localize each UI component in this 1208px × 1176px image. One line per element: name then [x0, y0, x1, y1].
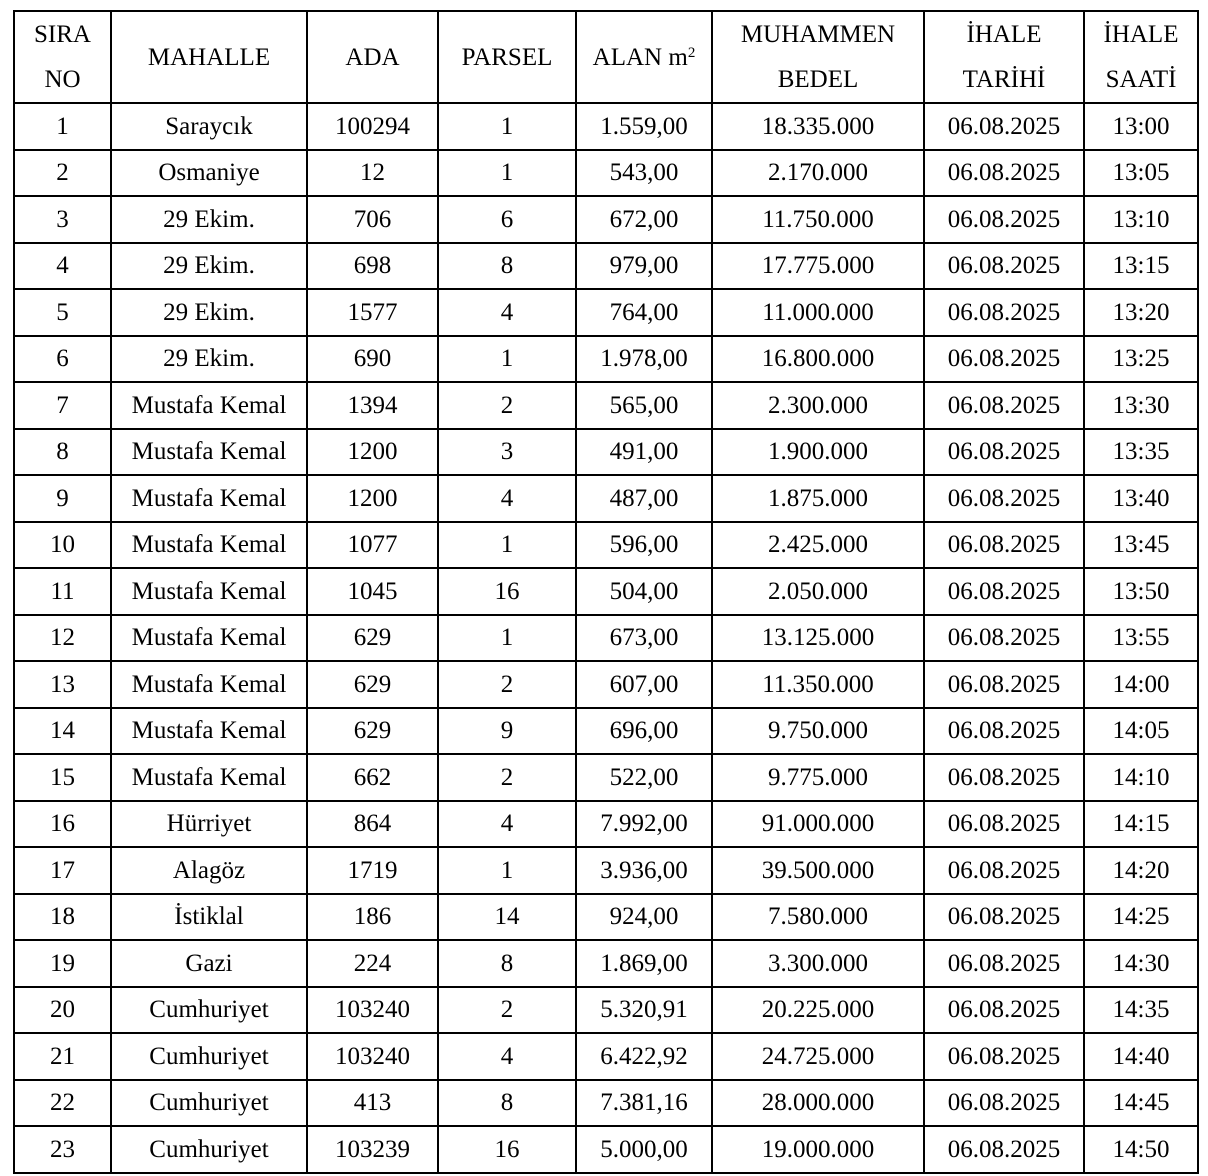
cell-muhammen-bedel: 39.500.000 — [712, 847, 924, 894]
cell-alan: 3.936,00 — [576, 847, 712, 894]
cell-alan: 1.869,00 — [576, 940, 712, 987]
cell-alan: 696,00 — [576, 708, 712, 755]
cell-alan: 924,00 — [576, 894, 712, 941]
cell-alan: 979,00 — [576, 243, 712, 290]
cell-parsel: 6 — [438, 196, 576, 243]
cell-mahalle: 29 Ekim. — [111, 289, 307, 336]
table-row — [14, 708, 1198, 755]
cell-ada: 864 — [307, 801, 438, 848]
cell-alan: 522,00 — [576, 754, 712, 801]
cell-muhammen-bedel: 11.750.000 — [712, 196, 924, 243]
cell-ihale-tarihi: 06.08.2025 — [924, 615, 1084, 662]
cell-mahalle: Hürriyet — [111, 801, 307, 848]
cell-ada: 1077 — [307, 522, 438, 569]
table-body — [14, 103, 1198, 1173]
cell-ihale-tarihi: 06.08.2025 — [924, 1126, 1084, 1173]
cell-ihale-saati: 14:40 — [1084, 1033, 1198, 1080]
table-row — [14, 1033, 1198, 1080]
cell-parsel: 2 — [438, 382, 576, 429]
cell-parsel: 8 — [438, 243, 576, 290]
cell-sira-no: 2 — [14, 150, 111, 197]
cell-parsel: 1 — [438, 522, 576, 569]
cell-muhammen-bedel: 18.335.000 — [712, 103, 924, 150]
cell-sira-no: 20 — [14, 987, 111, 1034]
cell-sira-no: 14 — [14, 708, 111, 755]
cell-sira-no: 5 — [14, 289, 111, 336]
cell-ihale-saati: 13:05 — [1084, 150, 1198, 197]
cell-sira-no: 9 — [14, 475, 111, 522]
cell-parsel: 4 — [438, 1033, 576, 1080]
cell-alan: 5.320,91 — [576, 987, 712, 1034]
cell-ada: 1719 — [307, 847, 438, 894]
cell-ihale-tarihi: 06.08.2025 — [924, 382, 1084, 429]
cell-muhammen-bedel: 24.725.000 — [712, 1033, 924, 1080]
cell-ihale-saati: 14:35 — [1084, 987, 1198, 1034]
cell-muhammen-bedel: 9.750.000 — [712, 708, 924, 755]
cell-sira-no: 1 — [14, 103, 111, 150]
header-sira-no — [14, 11, 111, 103]
cell-ihale-saati: 14:10 — [1084, 754, 1198, 801]
cell-mahalle: Mustafa Kemal — [111, 382, 307, 429]
header-saat-line2: SAATİ — [1105, 66, 1177, 93]
cell-ihale-saati: 14:05 — [1084, 708, 1198, 755]
cell-ihale-tarihi: 06.08.2025 — [924, 196, 1084, 243]
table-row — [14, 289, 1198, 336]
cell-mahalle: Gazi — [111, 940, 307, 987]
cell-parsel: 1 — [438, 615, 576, 662]
header-row — [14, 11, 1198, 103]
cell-ihale-tarihi: 06.08.2025 — [924, 940, 1084, 987]
table-row — [14, 150, 1198, 197]
cell-alan: 7.381,16 — [576, 1080, 712, 1127]
cell-ihale-tarihi: 06.08.2025 — [924, 289, 1084, 336]
cell-alan: 673,00 — [576, 615, 712, 662]
cell-sira-no: 19 — [14, 940, 111, 987]
header-ihale-tarihi — [924, 11, 1084, 103]
cell-ihale-tarihi: 06.08.2025 — [924, 568, 1084, 615]
table-row — [14, 429, 1198, 476]
table-row — [14, 894, 1198, 941]
table-row — [14, 568, 1198, 615]
header-alan-superscript: 2 — [687, 44, 696, 61]
cell-mahalle: Cumhuriyet — [111, 1033, 307, 1080]
cell-alan: 487,00 — [576, 475, 712, 522]
cell-mahalle: 29 Ekim. — [111, 336, 307, 383]
cell-ihale-tarihi: 06.08.2025 — [924, 336, 1084, 383]
cell-muhammen-bedel: 2.425.000 — [712, 522, 924, 569]
cell-ihale-tarihi: 06.08.2025 — [924, 150, 1084, 197]
cell-sira-no: 17 — [14, 847, 111, 894]
cell-parsel: 2 — [438, 987, 576, 1034]
cell-alan: 6.422,92 — [576, 1033, 712, 1080]
header-parsel: PARSEL — [438, 11, 576, 103]
cell-ada: 1200 — [307, 429, 438, 476]
cell-ada: 662 — [307, 754, 438, 801]
cell-muhammen-bedel: 2.300.000 — [712, 382, 924, 429]
header-ihale-saati — [1084, 11, 1198, 103]
cell-alan: 504,00 — [576, 568, 712, 615]
header-tarih-line1: İHALE — [966, 21, 1042, 48]
cell-muhammen-bedel: 91.000.000 — [712, 801, 924, 848]
cell-ihale-tarihi: 06.08.2025 — [924, 708, 1084, 755]
table-row — [14, 103, 1198, 150]
cell-parsel: 4 — [438, 289, 576, 336]
cell-ihale-saati: 13:35 — [1084, 429, 1198, 476]
cell-parsel: 1 — [438, 336, 576, 383]
cell-mahalle: 29 Ekim. — [111, 196, 307, 243]
cell-ihale-saati: 13:45 — [1084, 522, 1198, 569]
cell-ada: 1200 — [307, 475, 438, 522]
table-row — [14, 940, 1198, 987]
cell-ada: 1394 — [307, 382, 438, 429]
cell-ada: 706 — [307, 196, 438, 243]
table-row — [14, 336, 1198, 383]
table-row — [14, 801, 1198, 848]
cell-sira-no: 10 — [14, 522, 111, 569]
cell-parsel: 8 — [438, 1080, 576, 1127]
cell-ihale-tarihi: 06.08.2025 — [924, 1033, 1084, 1080]
cell-sira-no: 7 — [14, 382, 111, 429]
header-tarih-line2: TARİHİ — [962, 66, 1046, 93]
cell-ihale-saati: 13:20 — [1084, 289, 1198, 336]
table-header — [14, 11, 1198, 103]
cell-alan: 565,00 — [576, 382, 712, 429]
table-row — [14, 1080, 1198, 1127]
header-saat-line1: İHALE — [1103, 21, 1179, 48]
cell-ada: 629 — [307, 661, 438, 708]
cell-muhammen-bedel: 9.775.000 — [712, 754, 924, 801]
table-row — [14, 196, 1198, 243]
table-row — [14, 243, 1198, 290]
cell-ihale-saati: 14:25 — [1084, 894, 1198, 941]
cell-sira-no: 21 — [14, 1033, 111, 1080]
cell-ihale-saati: 14:30 — [1084, 940, 1198, 987]
cell-alan: 672,00 — [576, 196, 712, 243]
header-sira-line1: SIRA — [34, 21, 91, 48]
cell-ihale-saati: 13:00 — [1084, 103, 1198, 150]
table-row — [14, 754, 1198, 801]
table-row — [14, 847, 1198, 894]
cell-ada: 103239 — [307, 1126, 438, 1173]
cell-muhammen-bedel: 7.580.000 — [712, 894, 924, 941]
cell-parsel: 8 — [438, 940, 576, 987]
cell-muhammen-bedel: 1.875.000 — [712, 475, 924, 522]
cell-muhammen-bedel: 2.170.000 — [712, 150, 924, 197]
cell-muhammen-bedel: 2.050.000 — [712, 568, 924, 615]
cell-mahalle: Mustafa Kemal — [111, 661, 307, 708]
cell-alan: 5.000,00 — [576, 1126, 712, 1173]
cell-ihale-saati: 13:30 — [1084, 382, 1198, 429]
cell-sira-no: 3 — [14, 196, 111, 243]
cell-ihale-saati: 13:15 — [1084, 243, 1198, 290]
cell-alan: 491,00 — [576, 429, 712, 476]
auction-table — [13, 10, 1199, 1174]
cell-alan: 607,00 — [576, 661, 712, 708]
cell-ihale-saati: 14:00 — [1084, 661, 1198, 708]
table-row — [14, 382, 1198, 429]
cell-parsel: 4 — [438, 475, 576, 522]
table-row — [14, 475, 1198, 522]
cell-alan: 7.992,00 — [576, 801, 712, 848]
cell-parsel: 14 — [438, 894, 576, 941]
cell-muhammen-bedel: 16.800.000 — [712, 336, 924, 383]
cell-parsel: 1 — [438, 103, 576, 150]
cell-parsel: 4 — [438, 801, 576, 848]
cell-ihale-saati: 13:10 — [1084, 196, 1198, 243]
cell-ihale-tarihi: 06.08.2025 — [924, 1080, 1084, 1127]
cell-parsel: 1 — [438, 847, 576, 894]
table-row — [14, 1126, 1198, 1173]
header-bedel-line2: BEDEL — [777, 66, 859, 93]
cell-muhammen-bedel: 13.125.000 — [712, 615, 924, 662]
cell-parsel: 16 — [438, 1126, 576, 1173]
cell-parsel: 16 — [438, 568, 576, 615]
cell-mahalle: Alagöz — [111, 847, 307, 894]
cell-ada: 1045 — [307, 568, 438, 615]
cell-ihale-tarihi: 06.08.2025 — [924, 661, 1084, 708]
cell-mahalle: Mustafa Kemal — [111, 708, 307, 755]
cell-sira-no: 8 — [14, 429, 111, 476]
cell-sira-no: 22 — [14, 1080, 111, 1127]
cell-muhammen-bedel: 11.350.000 — [712, 661, 924, 708]
cell-ihale-saati: 13:50 — [1084, 568, 1198, 615]
cell-ada: 1577 — [307, 289, 438, 336]
cell-alan: 1.978,00 — [576, 336, 712, 383]
cell-alan: 764,00 — [576, 289, 712, 336]
table-row — [14, 987, 1198, 1034]
cell-ihale-tarihi: 06.08.2025 — [924, 987, 1084, 1034]
header-bedel-line1: MUHAMMEN — [740, 21, 896, 48]
cell-ihale-tarihi: 06.08.2025 — [924, 894, 1084, 941]
cell-muhammen-bedel: 19.000.000 — [712, 1126, 924, 1173]
cell-ada: 12 — [307, 150, 438, 197]
cell-ihale-tarihi: 06.08.2025 — [924, 475, 1084, 522]
cell-mahalle: Mustafa Kemal — [111, 522, 307, 569]
cell-ihale-saati: 14:45 — [1084, 1080, 1198, 1127]
cell-ada: 103240 — [307, 1033, 438, 1080]
table-row — [14, 615, 1198, 662]
table-row — [14, 661, 1198, 708]
cell-sira-no: 11 — [14, 568, 111, 615]
cell-ada: 103240 — [307, 987, 438, 1034]
cell-alan: 596,00 — [576, 522, 712, 569]
header-sira-line2: NO — [44, 66, 81, 93]
header-mahalle: MAHALLE — [111, 11, 307, 103]
cell-mahalle: Mustafa Kemal — [111, 429, 307, 476]
cell-sira-no: 23 — [14, 1126, 111, 1173]
cell-parsel: 2 — [438, 661, 576, 708]
cell-ada: 629 — [307, 615, 438, 662]
cell-parsel: 3 — [438, 429, 576, 476]
cell-ihale-saati: 14:50 — [1084, 1126, 1198, 1173]
cell-mahalle: 29 Ekim. — [111, 243, 307, 290]
cell-parsel: 1 — [438, 150, 576, 197]
cell-mahalle: Cumhuriyet — [111, 1126, 307, 1173]
header-alan — [576, 11, 712, 103]
header-ada: ADA — [307, 11, 438, 103]
cell-mahalle: Osmaniye — [111, 150, 307, 197]
cell-sira-no: 13 — [14, 661, 111, 708]
cell-muhammen-bedel: 1.900.000 — [712, 429, 924, 476]
cell-muhammen-bedel: 11.000.000 — [712, 289, 924, 336]
cell-ihale-saati: 13:55 — [1084, 615, 1198, 662]
header-alan-label: ALAN m — [592, 43, 688, 71]
cell-sira-no: 15 — [14, 754, 111, 801]
cell-sira-no: 4 — [14, 243, 111, 290]
cell-mahalle: Cumhuriyet — [111, 1080, 307, 1127]
cell-parsel: 2 — [438, 754, 576, 801]
cell-alan: 1.559,00 — [576, 103, 712, 150]
cell-muhammen-bedel: 20.225.000 — [712, 987, 924, 1034]
cell-ada: 698 — [307, 243, 438, 290]
cell-mahalle: Mustafa Kemal — [111, 475, 307, 522]
header-muhammen-bedel — [712, 11, 924, 103]
cell-mahalle: Mustafa Kemal — [111, 615, 307, 662]
cell-muhammen-bedel: 28.000.000 — [712, 1080, 924, 1127]
cell-ihale-tarihi: 06.08.2025 — [924, 847, 1084, 894]
cell-sira-no: 18 — [14, 894, 111, 941]
cell-ihale-tarihi: 06.08.2025 — [924, 103, 1084, 150]
cell-mahalle: Saraycık — [111, 103, 307, 150]
cell-sira-no: 6 — [14, 336, 111, 383]
cell-ihale-saati: 14:20 — [1084, 847, 1198, 894]
cell-muhammen-bedel: 17.775.000 — [712, 243, 924, 290]
cell-ada: 413 — [307, 1080, 438, 1127]
cell-mahalle: Mustafa Kemal — [111, 568, 307, 615]
cell-ihale-tarihi: 06.08.2025 — [924, 243, 1084, 290]
cell-mahalle: Cumhuriyet — [111, 987, 307, 1034]
cell-ihale-tarihi: 06.08.2025 — [924, 522, 1084, 569]
cell-sira-no: 16 — [14, 801, 111, 848]
table-row — [14, 522, 1198, 569]
cell-mahalle: Mustafa Kemal — [111, 754, 307, 801]
cell-ada: 186 — [307, 894, 438, 941]
cell-ihale-tarihi: 06.08.2025 — [924, 754, 1084, 801]
cell-alan: 543,00 — [576, 150, 712, 197]
cell-ihale-saati: 13:25 — [1084, 336, 1198, 383]
cell-muhammen-bedel: 3.300.000 — [712, 940, 924, 987]
cell-ihale-saati: 14:15 — [1084, 801, 1198, 848]
cell-ada: 629 — [307, 708, 438, 755]
cell-ihale-tarihi: 06.08.2025 — [924, 429, 1084, 476]
cell-ada: 100294 — [307, 103, 438, 150]
cell-parsel: 9 — [438, 708, 576, 755]
cell-ihale-saati: 13:40 — [1084, 475, 1198, 522]
cell-sira-no: 12 — [14, 615, 111, 662]
cell-ihale-tarihi: 06.08.2025 — [924, 801, 1084, 848]
cell-mahalle: İstiklal — [111, 894, 307, 941]
cell-ada: 690 — [307, 336, 438, 383]
cell-ada: 224 — [307, 940, 438, 987]
